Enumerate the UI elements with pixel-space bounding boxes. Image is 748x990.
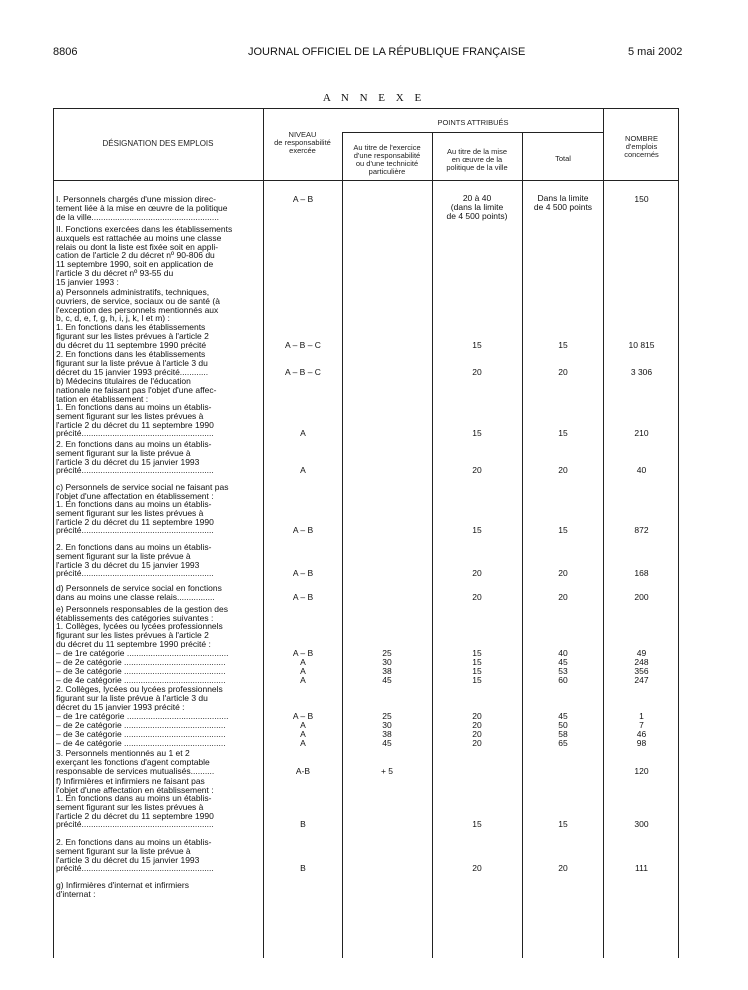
total-cell: [522, 194, 604, 212]
column-divider: [432, 132, 433, 958]
designation-line: décret du 15 janvier 1993 précité............: [56, 366, 209, 377]
mise-en-oeuvre-cell: 20: [472, 729, 482, 739]
col-header-total: Total: [555, 154, 571, 163]
total-cell: 20: [558, 863, 568, 874]
designation-line: 1. En fonctions dans au moins un établis-: [56, 403, 212, 412]
niveau-cell: A: [300, 720, 306, 730]
niveau-cell: A – B: [292, 568, 314, 579]
designation-entry: [56, 685, 262, 711]
mise-en-oeuvre-cell-line: 20 à 40: [462, 193, 492, 203]
designation-line: 3. Personnels mentionnés au 1 et 2: [56, 749, 190, 758]
designation-line: l'article 3 du décret du 15 janvier 1993: [56, 854, 200, 865]
designation-line: 1. En fonctions dans au moins un établis-: [56, 794, 212, 803]
nombre-cell: 200: [634, 591, 649, 602]
nombre-cell: 1: [639, 711, 644, 721]
designation-line: l'article 3 du décret du 15 janvier 1993: [56, 456, 200, 467]
responsabilite-cell: 25: [382, 711, 392, 721]
col-header-points: POINTS ATTRIBUÉS: [437, 118, 509, 127]
total-cell: 20: [558, 465, 568, 476]
designation-line: d) Personnels de service social en fonctions: [56, 584, 222, 593]
total-cell: 40: [558, 648, 568, 658]
designation-line: 2. Collèges, lycées ou lycées professionnels: [56, 685, 223, 694]
designation-line: l'article 3 du décret nº 93-55 du: [56, 267, 174, 278]
nombre-cell: 872: [634, 525, 649, 536]
designation-line: précité........................................................: [56, 428, 214, 439]
designation-line: – de 1re catégorie ...........................................: [56, 649, 229, 658]
col-header-mise-en-oeuvre: Au titre de la mise en œuvre de la politique de la ville: [446, 147, 508, 172]
nombre-cell: 247: [634, 675, 649, 685]
nombre-cell: 120: [634, 765, 649, 776]
total-cell: 15: [558, 428, 568, 439]
total-cell: 60: [558, 675, 568, 685]
designation-entry: [56, 721, 262, 730]
designation-line: sement figurant sur les listes prévues à: [56, 801, 204, 812]
designation-entry: [56, 403, 262, 438]
designation-line: 1. En fonctions dans les établissements: [56, 323, 206, 332]
designation-entry: [56, 605, 262, 623]
nombre-cell: 356: [634, 666, 649, 676]
responsabilite-cell: 38: [382, 666, 392, 676]
nombre-cell: 300: [634, 819, 649, 830]
mise-en-oeuvre-cell: 15: [472, 339, 482, 350]
column-divider: [522, 132, 523, 958]
col-header-nombre: NOMBRE d'emplois concernés: [624, 134, 659, 159]
designation-line: l'article 2 du décret du 11 septembre 1990: [56, 419, 214, 430]
mise-en-oeuvre-cell: 15: [472, 525, 482, 536]
designation-line: relais ou dont la liste est fixée soit en appli-: [56, 241, 219, 252]
designation-line: II. Fonctions exercées dans les établissements: [56, 225, 233, 234]
nombre-cell: 40: [636, 465, 647, 476]
mise-en-oeuvre-cell: 20: [472, 366, 482, 377]
designation-line: 2. En fonctions dans au moins un établis-: [56, 440, 212, 449]
designation-line: tation en établissement :: [56, 393, 149, 404]
responsabilite-cell: 30: [382, 657, 392, 667]
total-cell: 20: [558, 568, 568, 579]
designation-line: 11 septembre 1990, soit en application de: [56, 259, 214, 270]
niveau-cell: A – B: [292, 648, 314, 658]
designation-line: figurant sur les listes prévues à l'article 2: [56, 330, 209, 341]
nombre-cell: 111: [635, 863, 648, 874]
designation-entry: [56, 749, 262, 775]
designation-line: a) Personnels administratifs, techniques,: [56, 288, 210, 297]
responsabilite-cell: 25: [382, 648, 392, 658]
designation-line: – de 1re catégorie ...........................................: [56, 712, 229, 721]
mise-en-oeuvre-cell: 20: [472, 465, 482, 476]
responsabilite-cell: 45: [382, 738, 392, 748]
designation-line: f) Infirmières et infirmiers ne faisant pas: [56, 777, 205, 786]
mise-en-oeuvre-cell: 15: [472, 428, 482, 439]
nombre-cell: 168: [634, 568, 649, 579]
designation-entry: [56, 658, 262, 667]
niveau-cell: A – B: [292, 525, 314, 536]
designation-line: d'internat :: [56, 888, 96, 899]
designation-line: sement figurant sur la liste prévue à: [56, 447, 191, 458]
column-divider: [342, 132, 343, 958]
mise-en-oeuvre-cell: 20: [472, 711, 482, 721]
designation-line: 2. En fonctions dans au moins un établis-: [56, 838, 212, 847]
designation-entry: [56, 712, 262, 721]
designation-line: c) Personnels de service social ne faisant pas: [56, 483, 229, 492]
niveau-cell: A – B – C: [285, 339, 321, 350]
designation-line: exerçant les fonctions d'agent comptable: [56, 756, 210, 767]
designation-line: 2. En fonctions dans au moins un établis-: [56, 543, 212, 552]
nombre-cell: 46: [636, 729, 647, 739]
designation-entry: [56, 195, 262, 221]
niveau-cell: A: [300, 729, 306, 739]
designation-line: figurant sur les listes prévues à l'article 2: [56, 629, 209, 640]
designation-line: – de 3e catégorie ...........................................: [56, 730, 226, 739]
designation-entry: [56, 225, 262, 287]
designation-line: tement liée à la mise en œuvre de la politique: [56, 202, 228, 213]
nombre-cell: 210: [634, 428, 649, 439]
nombre-cell: 248: [634, 657, 649, 667]
total-cell: 20: [558, 591, 568, 602]
mise-en-oeuvre-cell: 15: [472, 657, 482, 667]
mise-en-oeuvre-cell-line: (dans la limite: [450, 201, 504, 212]
niveau-cell: B: [300, 819, 306, 830]
designation-line: 1. En fonctions dans au moins un établis-: [56, 500, 212, 509]
total-cell: 50: [558, 720, 568, 730]
page-date: 5 mai 2002: [628, 46, 683, 58]
designation-line: de la ville......................................................: [56, 211, 219, 222]
total-cell: 58: [558, 729, 568, 739]
total-cell-line: de 4 500 points: [533, 201, 593, 212]
nombre-cell: 3 306: [630, 366, 653, 377]
mise-en-oeuvre-cell: 20: [472, 720, 482, 730]
designation-line: précité........................................................: [56, 819, 214, 830]
total-cell: 45: [558, 657, 568, 667]
responsabilite-cell: 38: [382, 729, 392, 739]
total-cell: 15: [558, 525, 568, 536]
designation-line: l'article 3 du décret du 15 janvier 1993: [56, 559, 200, 570]
designation-line: du décret du 11 septembre 1990 précité: [56, 339, 207, 350]
annexe-title: A N N E X E: [322, 92, 426, 104]
nombre-cell: 10 815: [628, 339, 655, 350]
designation-line: l'article 2 du décret du 11 septembre 1990: [56, 516, 214, 527]
designation-line: I. Personnels chargés d'une mission direc-: [56, 195, 216, 204]
designation-line: précité........................................................: [56, 568, 214, 579]
designation-line: l'article 2 du décret du 11 septembre 1990: [56, 810, 214, 821]
designation-entry: [56, 323, 262, 349]
designation-line: précité........................................................: [56, 525, 214, 536]
designation-entry: [56, 794, 262, 829]
designation-line: e) Personnels responsables de la gestion des: [56, 605, 228, 614]
niveau-cell: A – B: [292, 194, 314, 204]
niveau-cell: A-B: [295, 765, 311, 776]
mise-en-oeuvre-cell: 15: [472, 675, 482, 685]
designation-entry: [56, 440, 262, 475]
niveau-cell: A: [300, 428, 306, 439]
nombre-cell: 49: [636, 648, 647, 658]
designation-entry: [56, 777, 262, 795]
niveau-cell: A – B – C: [285, 366, 321, 377]
designation-line: l'exception des personnels mentionnés aux: [56, 304, 219, 315]
header-divider: [342, 132, 604, 133]
header-bottom-border: [53, 180, 679, 181]
nombre-cell: 98: [636, 738, 647, 748]
designation-line: l'objet d'une affectation en établissement :: [56, 490, 214, 501]
designation-line: l'objet d'une affectation en établissement :: [56, 784, 214, 795]
total-cell-line: Dans la limite: [537, 193, 589, 203]
mise-en-oeuvre-cell: 20: [472, 863, 482, 874]
niveau-cell: A – B: [292, 711, 314, 721]
designation-line: sement figurant sur les listes prévues à: [56, 410, 204, 421]
designation-line: établissements des catégories suivantes :: [56, 612, 214, 623]
designation-line: – de 4e catégorie ...........................................: [56, 676, 226, 685]
designation-line: précité........................................................: [56, 465, 214, 476]
total-cell: 20: [558, 366, 568, 377]
niveau-cell: A: [300, 657, 306, 667]
journal-title: JOURNAL OFFICIEL DE LA RÉPUBLIQUE FRANÇAISE: [248, 46, 526, 58]
designation-entry: [56, 483, 262, 501]
designation-entry: [56, 739, 262, 748]
designation-line: figurant sur la liste prévue à l'article 3 du: [56, 692, 208, 703]
niveau-cell: A – B: [292, 591, 314, 602]
designation-line: sement figurant sur la liste prévue à: [56, 550, 191, 561]
designation-line: b, c, d, e, f, g, h, i, j, k, l et m) :: [56, 313, 170, 324]
designation-line: 2. En fonctions dans les établissements: [56, 350, 206, 359]
designation-entry: [56, 649, 262, 658]
designation-line: précité........................................................: [56, 863, 214, 874]
designation-line: cation de l'article 2 du décret nº 90-806 du: [56, 250, 215, 261]
designation-entry: [56, 288, 262, 323]
designation-entry: [56, 881, 262, 899]
designation-entry: [56, 500, 262, 535]
nombre-cell: 7: [639, 720, 644, 730]
col-header-designation: DÉSIGNATION DES EMPLOIS: [102, 139, 214, 148]
total-cell: 45: [558, 711, 568, 721]
nombre-cell: 150: [634, 194, 649, 204]
responsabilite-cell: 30: [382, 720, 392, 730]
niveau-cell: A: [300, 738, 306, 748]
designation-entry: [56, 838, 262, 873]
mise-en-oeuvre-cell: [432, 194, 522, 220]
page-number: 8806: [53, 46, 78, 58]
designation-line: du décret du 11 septembre 1990 précité :: [56, 638, 211, 649]
designation-line: dans au moins une classe relais................: [56, 591, 215, 602]
designation-line: b) Médecins titulaires de l'éducation: [56, 377, 191, 386]
designation-line: – de 3e catégorie ...........................................: [56, 667, 226, 676]
designation-line: sement figurant sur la liste prévue à: [56, 845, 191, 856]
designation-line: figurant sur la liste prévue à l'article 3 du: [56, 357, 208, 368]
niveau-cell: B: [300, 863, 306, 874]
designation-line: sement figurant sur les listes prévues à: [56, 507, 204, 518]
designation-line: nationale ne faisant pas l'objet d'une affec-: [56, 384, 217, 395]
designation-entry: [56, 667, 262, 676]
designation-line: 1. Collèges, lycées ou lycées professionnels: [56, 622, 223, 631]
total-cell: 53: [558, 666, 568, 676]
mise-en-oeuvre-cell-line: de 4 500 points): [446, 210, 508, 221]
designation-line: – de 2e catégorie ...........................................: [56, 721, 226, 730]
designation-entry: [56, 584, 262, 602]
designation-line: – de 2e catégorie ...........................................: [56, 658, 226, 667]
designation-entry: [56, 543, 262, 578]
col-header-niveau: NIVEAU de responsabilité exercée: [274, 130, 331, 155]
total-cell: 65: [558, 738, 568, 748]
responsabilite-cell: 45: [382, 675, 392, 685]
designation-entry: [56, 730, 262, 739]
designation-entry: [56, 622, 262, 648]
designation-line: auxquels est rattachée au moins une classe: [56, 232, 222, 243]
mise-en-oeuvre-cell: 20: [472, 591, 482, 602]
niveau-cell: A: [300, 465, 306, 476]
niveau-cell: A: [300, 666, 306, 676]
designation-line: ouvriers, de service, sociaux ou de santé (à: [56, 295, 220, 306]
designation-entry: [56, 350, 262, 376]
designation-line: 15 janvier 1993 :: [56, 276, 119, 287]
designation-line: – de 4e catégorie ...........................................: [56, 739, 226, 748]
mise-en-oeuvre-cell: 15: [472, 819, 482, 830]
mise-en-oeuvre-cell: 15: [472, 666, 482, 676]
designation-line: décret du 15 janvier 1993 précité :: [56, 701, 185, 712]
mise-en-oeuvre-cell: 20: [472, 738, 482, 748]
designation-entry: [56, 676, 262, 685]
niveau-cell: A: [300, 675, 306, 685]
col-header-responsabilite: Au titre de l'exercice d'une responsabilité ou d'une technicité particulière: [353, 143, 421, 176]
designation-entry: [56, 377, 262, 403]
mise-en-oeuvre-cell: 15: [472, 648, 482, 658]
total-cell: 15: [558, 819, 568, 830]
mise-en-oeuvre-cell: 20: [472, 568, 482, 579]
designation-line: responsable de services mutualisés..........: [56, 765, 215, 776]
total-cell: 15: [558, 339, 568, 350]
designation-line: g) Infirmières d'internat et infirmiers: [56, 881, 189, 890]
responsabilite-cell: + 5: [380, 765, 394, 776]
